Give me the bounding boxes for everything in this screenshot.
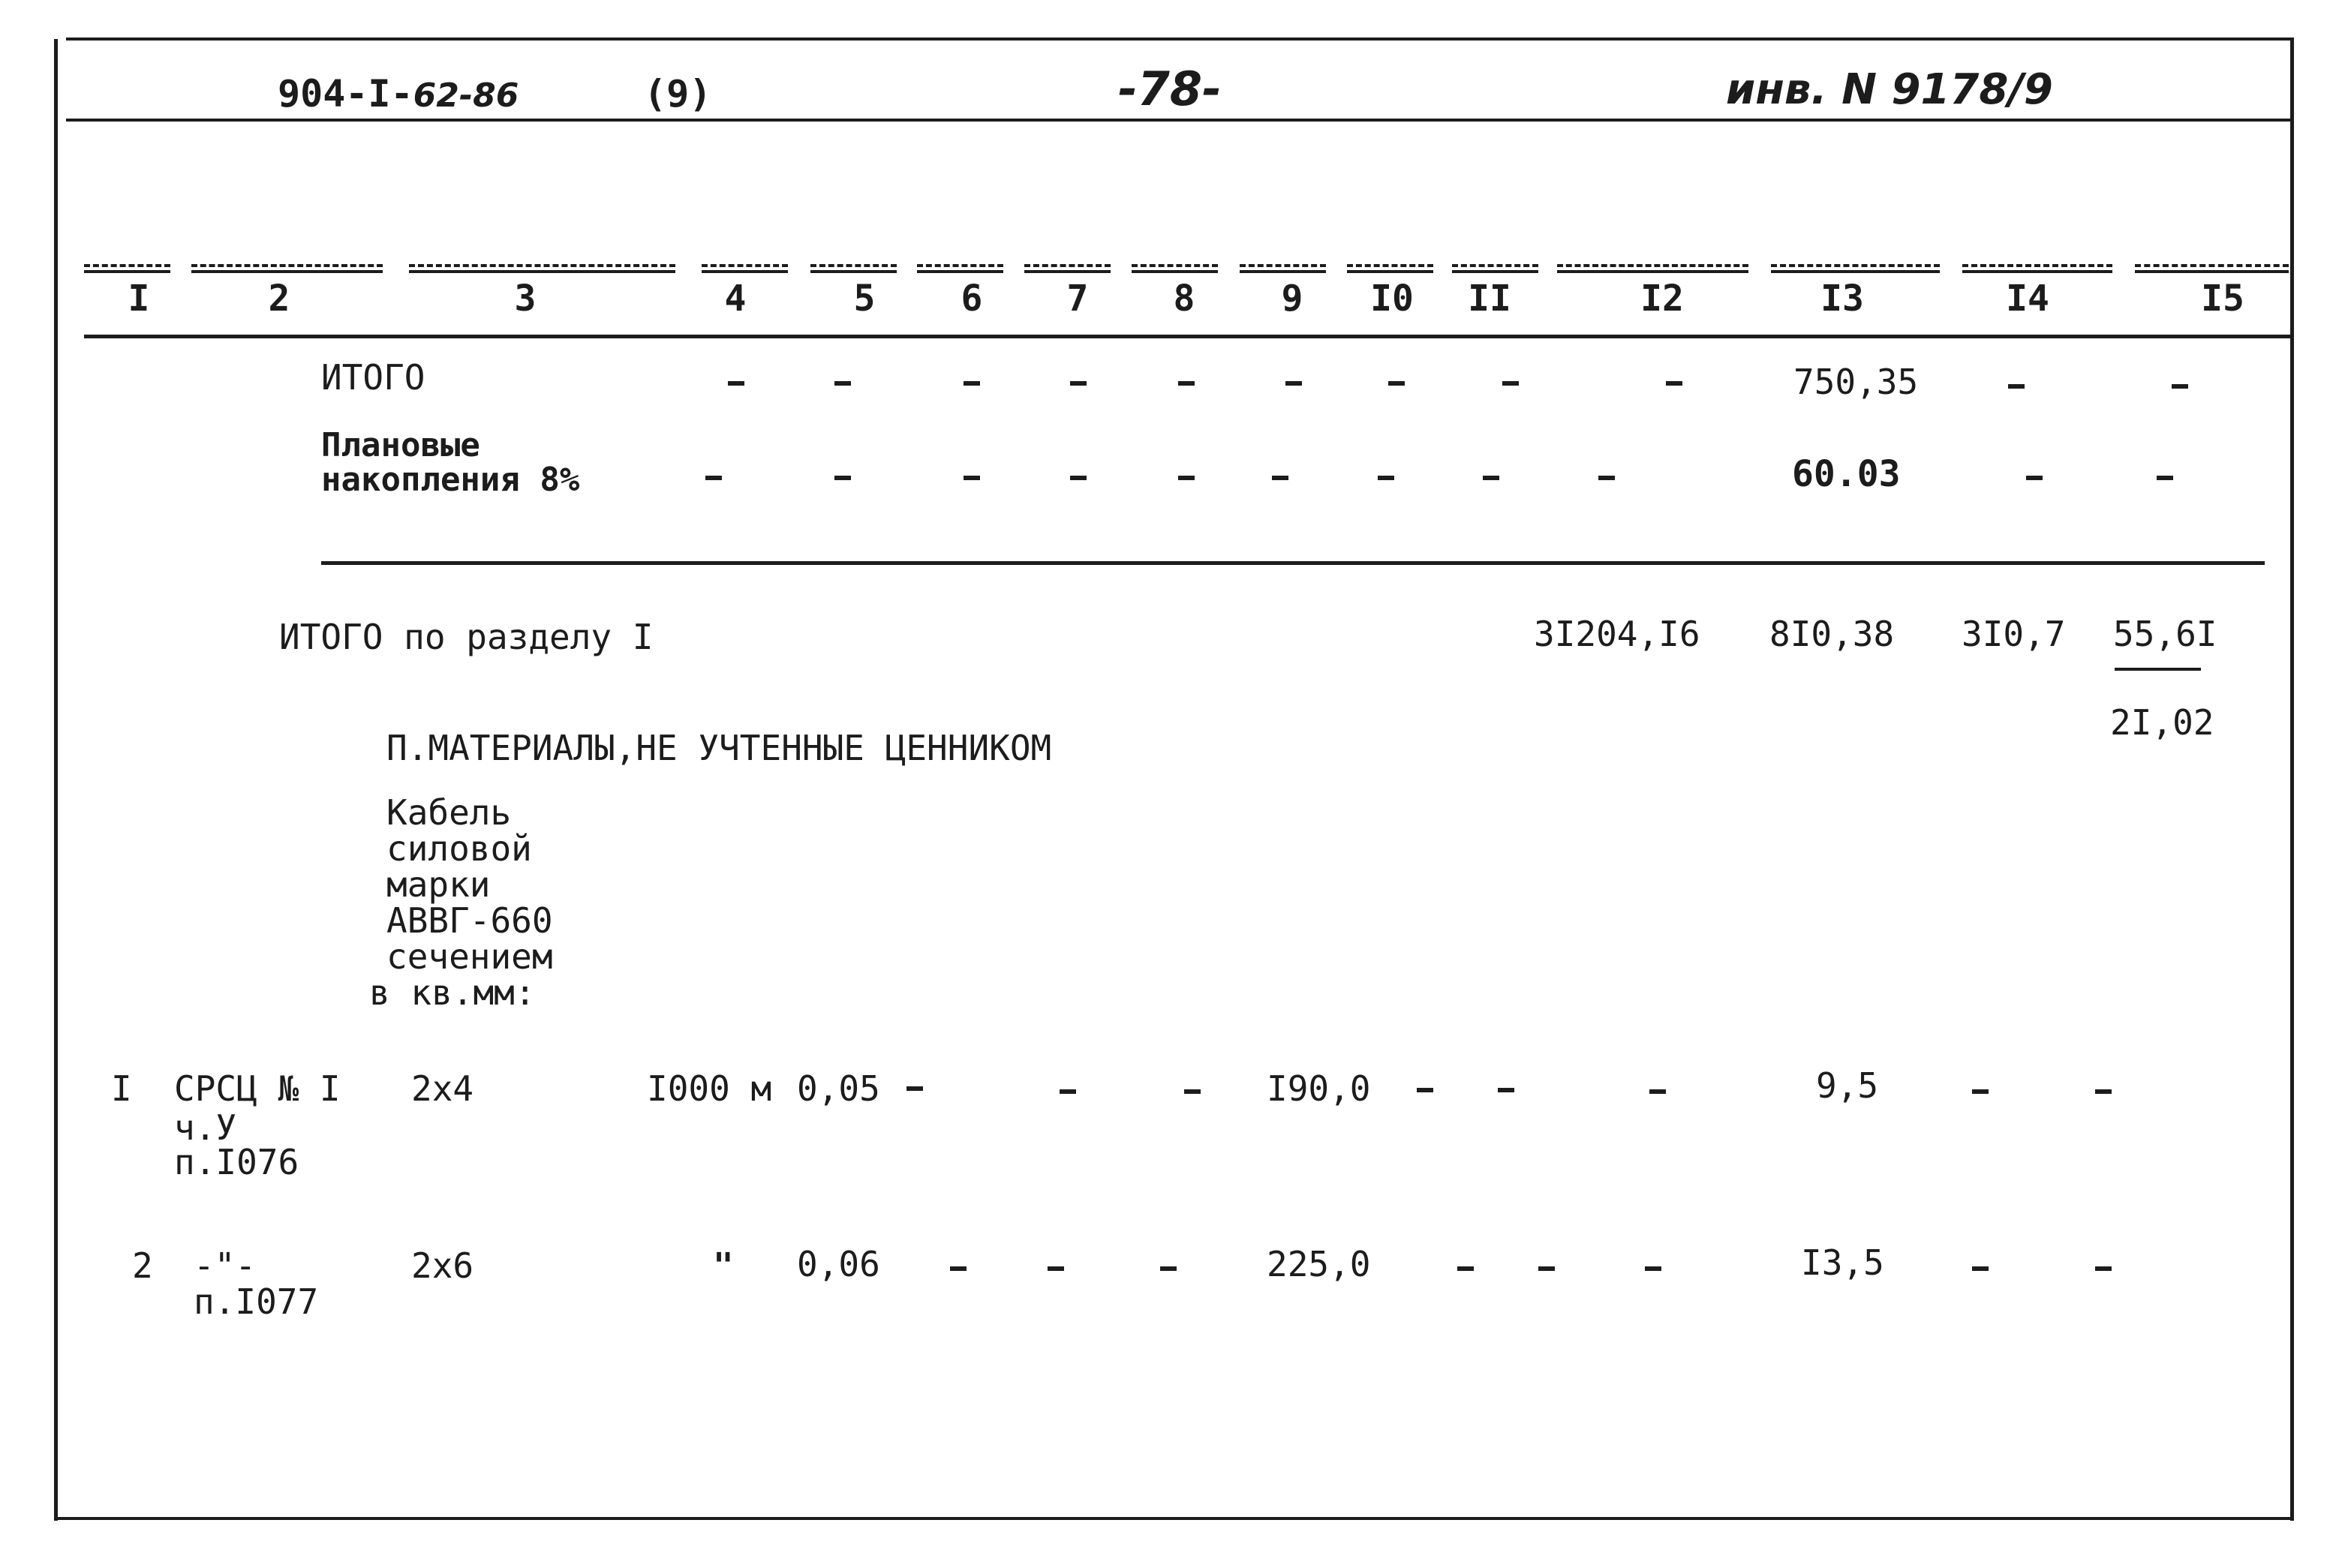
dash <box>2095 1089 2112 1094</box>
col-header-13: I3 <box>1820 278 1864 320</box>
dash <box>834 476 851 480</box>
material-desc-line1: Кабель <box>386 792 512 833</box>
row2-col13: I3,5 <box>1801 1242 1884 1283</box>
section-total-col15-bottom: 2I,02 <box>2110 702 2214 743</box>
column-header-underline <box>84 335 2294 338</box>
row2-qty: " <box>713 1245 734 1286</box>
col-rule-9 <box>1240 264 1326 273</box>
itogo-label: ИТОГО <box>321 357 425 398</box>
plan-label-line1: Плановые <box>321 426 480 464</box>
col-header-8: 8 <box>1173 278 1195 320</box>
col-rule-10 <box>1347 264 1433 273</box>
page-number: -78- <box>1118 62 1222 116</box>
col-rule-3 <box>409 264 675 273</box>
section-total-col12: 3I204,I6 <box>1534 614 1700 654</box>
dash <box>1666 381 1682 386</box>
col-rule-12 <box>1557 264 1748 273</box>
row2-ref-line1: -"- <box>194 1245 257 1286</box>
section-total-col14: 3I0,7 <box>1962 614 2066 654</box>
dash <box>1417 1088 1433 1092</box>
col-rule-8 <box>1132 264 1218 273</box>
col-header-14: I4 <box>2006 278 2049 320</box>
col-rule-7 <box>1024 264 1111 273</box>
plan-label-line2: накопления 8% <box>321 461 580 499</box>
inventory-number: инв. N 9178/9 <box>1726 65 2053 114</box>
doc-code <box>278 72 519 116</box>
material-desc-line6: в кв.мм: <box>369 972 536 1013</box>
section-separator <box>321 561 2265 565</box>
dash <box>2008 384 2025 389</box>
frame-top <box>66 38 2294 41</box>
dash <box>834 381 851 386</box>
dash <box>964 381 980 386</box>
row1-num: I <box>111 1068 132 1109</box>
row2-ref-line2: п.I077 <box>194 1281 319 1322</box>
col-rule-6 <box>917 264 1003 273</box>
row2-num: 2 <box>132 1245 153 1286</box>
col-rule-4 <box>702 264 788 273</box>
col-rule-5 <box>810 264 897 273</box>
dash <box>2172 384 2188 389</box>
col-rule-2 <box>191 264 383 273</box>
dash <box>1498 1088 1514 1092</box>
dash <box>1060 1089 1076 1094</box>
header-rule <box>66 119 2294 122</box>
col-rule-14 <box>1962 264 2112 273</box>
material-desc-line4: АВВГ-660 <box>386 900 553 941</box>
col-header-11: II <box>1468 278 1511 320</box>
plan-col13: 60.03 <box>1792 453 1901 495</box>
dash <box>1598 476 1615 480</box>
section-total-col15-top: 55,6I <box>2113 614 2217 654</box>
col-header-1: I <box>128 278 150 320</box>
dash <box>964 476 980 480</box>
row2-col9: 225,0 <box>1267 1244 1371 1284</box>
dash <box>1649 1089 1666 1094</box>
dash <box>1502 381 1519 386</box>
col-rule-1 <box>84 264 170 273</box>
row1-ref-line1: СРСЦ № I <box>174 1068 341 1109</box>
dash <box>728 381 744 386</box>
dash <box>1483 476 1499 480</box>
dash <box>1178 381 1195 386</box>
doc-code-handwritten: 62-86 <box>413 77 519 115</box>
dash <box>1070 381 1087 386</box>
col-header-10: I0 <box>1370 278 1414 320</box>
dash <box>1048 1266 1064 1271</box>
col-header-3: 3 <box>514 278 537 320</box>
dash <box>2157 476 2173 480</box>
row1-col9: I90,0 <box>1267 1068 1371 1109</box>
dash <box>1972 1266 1989 1271</box>
dash <box>1285 381 1302 386</box>
frame-bottom <box>54 1517 2294 1520</box>
dash <box>1538 1266 1555 1271</box>
col-header-7: 7 <box>1066 278 1089 320</box>
row1-col13: 9,5 <box>1816 1065 1879 1106</box>
section2-heading: П.МАТЕРИАЛЫ,НЕ УЧТЕННЫЕ ЦЕННИКОМ <box>386 728 1052 768</box>
col-header-15: I5 <box>2201 278 2244 320</box>
col-header-12: I2 <box>1640 278 1684 320</box>
col-header-4: 4 <box>724 278 747 320</box>
dash <box>2026 476 2043 480</box>
row2-col5: 0,06 <box>797 1244 880 1284</box>
dash <box>1645 1266 1661 1271</box>
section-total-col13: 8I0,38 <box>1769 614 1895 654</box>
dash <box>1457 1266 1474 1271</box>
row2-spec: 2х6 <box>411 1245 474 1286</box>
row1-spec: 2х4 <box>411 1068 474 1109</box>
dash <box>1378 476 1394 480</box>
frame-left <box>54 39 58 1521</box>
dash <box>1070 476 1087 480</box>
col-header-2: 2 <box>268 278 290 320</box>
dash <box>1184 1089 1201 1094</box>
col-header-6: 6 <box>961 278 983 320</box>
col-rule-15 <box>2135 264 2289 273</box>
row1-ref-line3: п.I076 <box>174 1142 299 1182</box>
dash <box>906 1086 923 1091</box>
dash <box>705 476 722 480</box>
col-rule-13 <box>1771 264 1940 273</box>
material-desc-line3: марки <box>386 864 491 905</box>
sheet-number: (9) <box>644 72 712 116</box>
col-header-5: 5 <box>853 278 876 320</box>
section-total-label: ИТОГО по разделу I <box>279 617 654 657</box>
material-desc-line2: силовой <box>386 828 532 869</box>
dash <box>1178 476 1195 480</box>
doc-code-printed: 904-I- <box>278 72 413 116</box>
row1-col5: 0,05 <box>797 1068 880 1109</box>
row1-qty: I000 м <box>647 1068 772 1109</box>
material-desc-line5: сечением <box>386 936 553 977</box>
row1-ref-line2: ч.У <box>174 1107 237 1148</box>
dash <box>1272 476 1288 480</box>
col-header-9: 9 <box>1281 278 1303 320</box>
col-rule-11 <box>1452 264 1538 273</box>
frame-right <box>2290 39 2294 1521</box>
col15-fraction-bar <box>2115 668 2201 671</box>
dash <box>1160 1266 1177 1271</box>
itogo-col13: 750,35 <box>1793 362 1919 402</box>
dash <box>950 1266 967 1271</box>
dash <box>1972 1089 1989 1094</box>
dash <box>2095 1266 2112 1271</box>
dash <box>1388 381 1405 386</box>
